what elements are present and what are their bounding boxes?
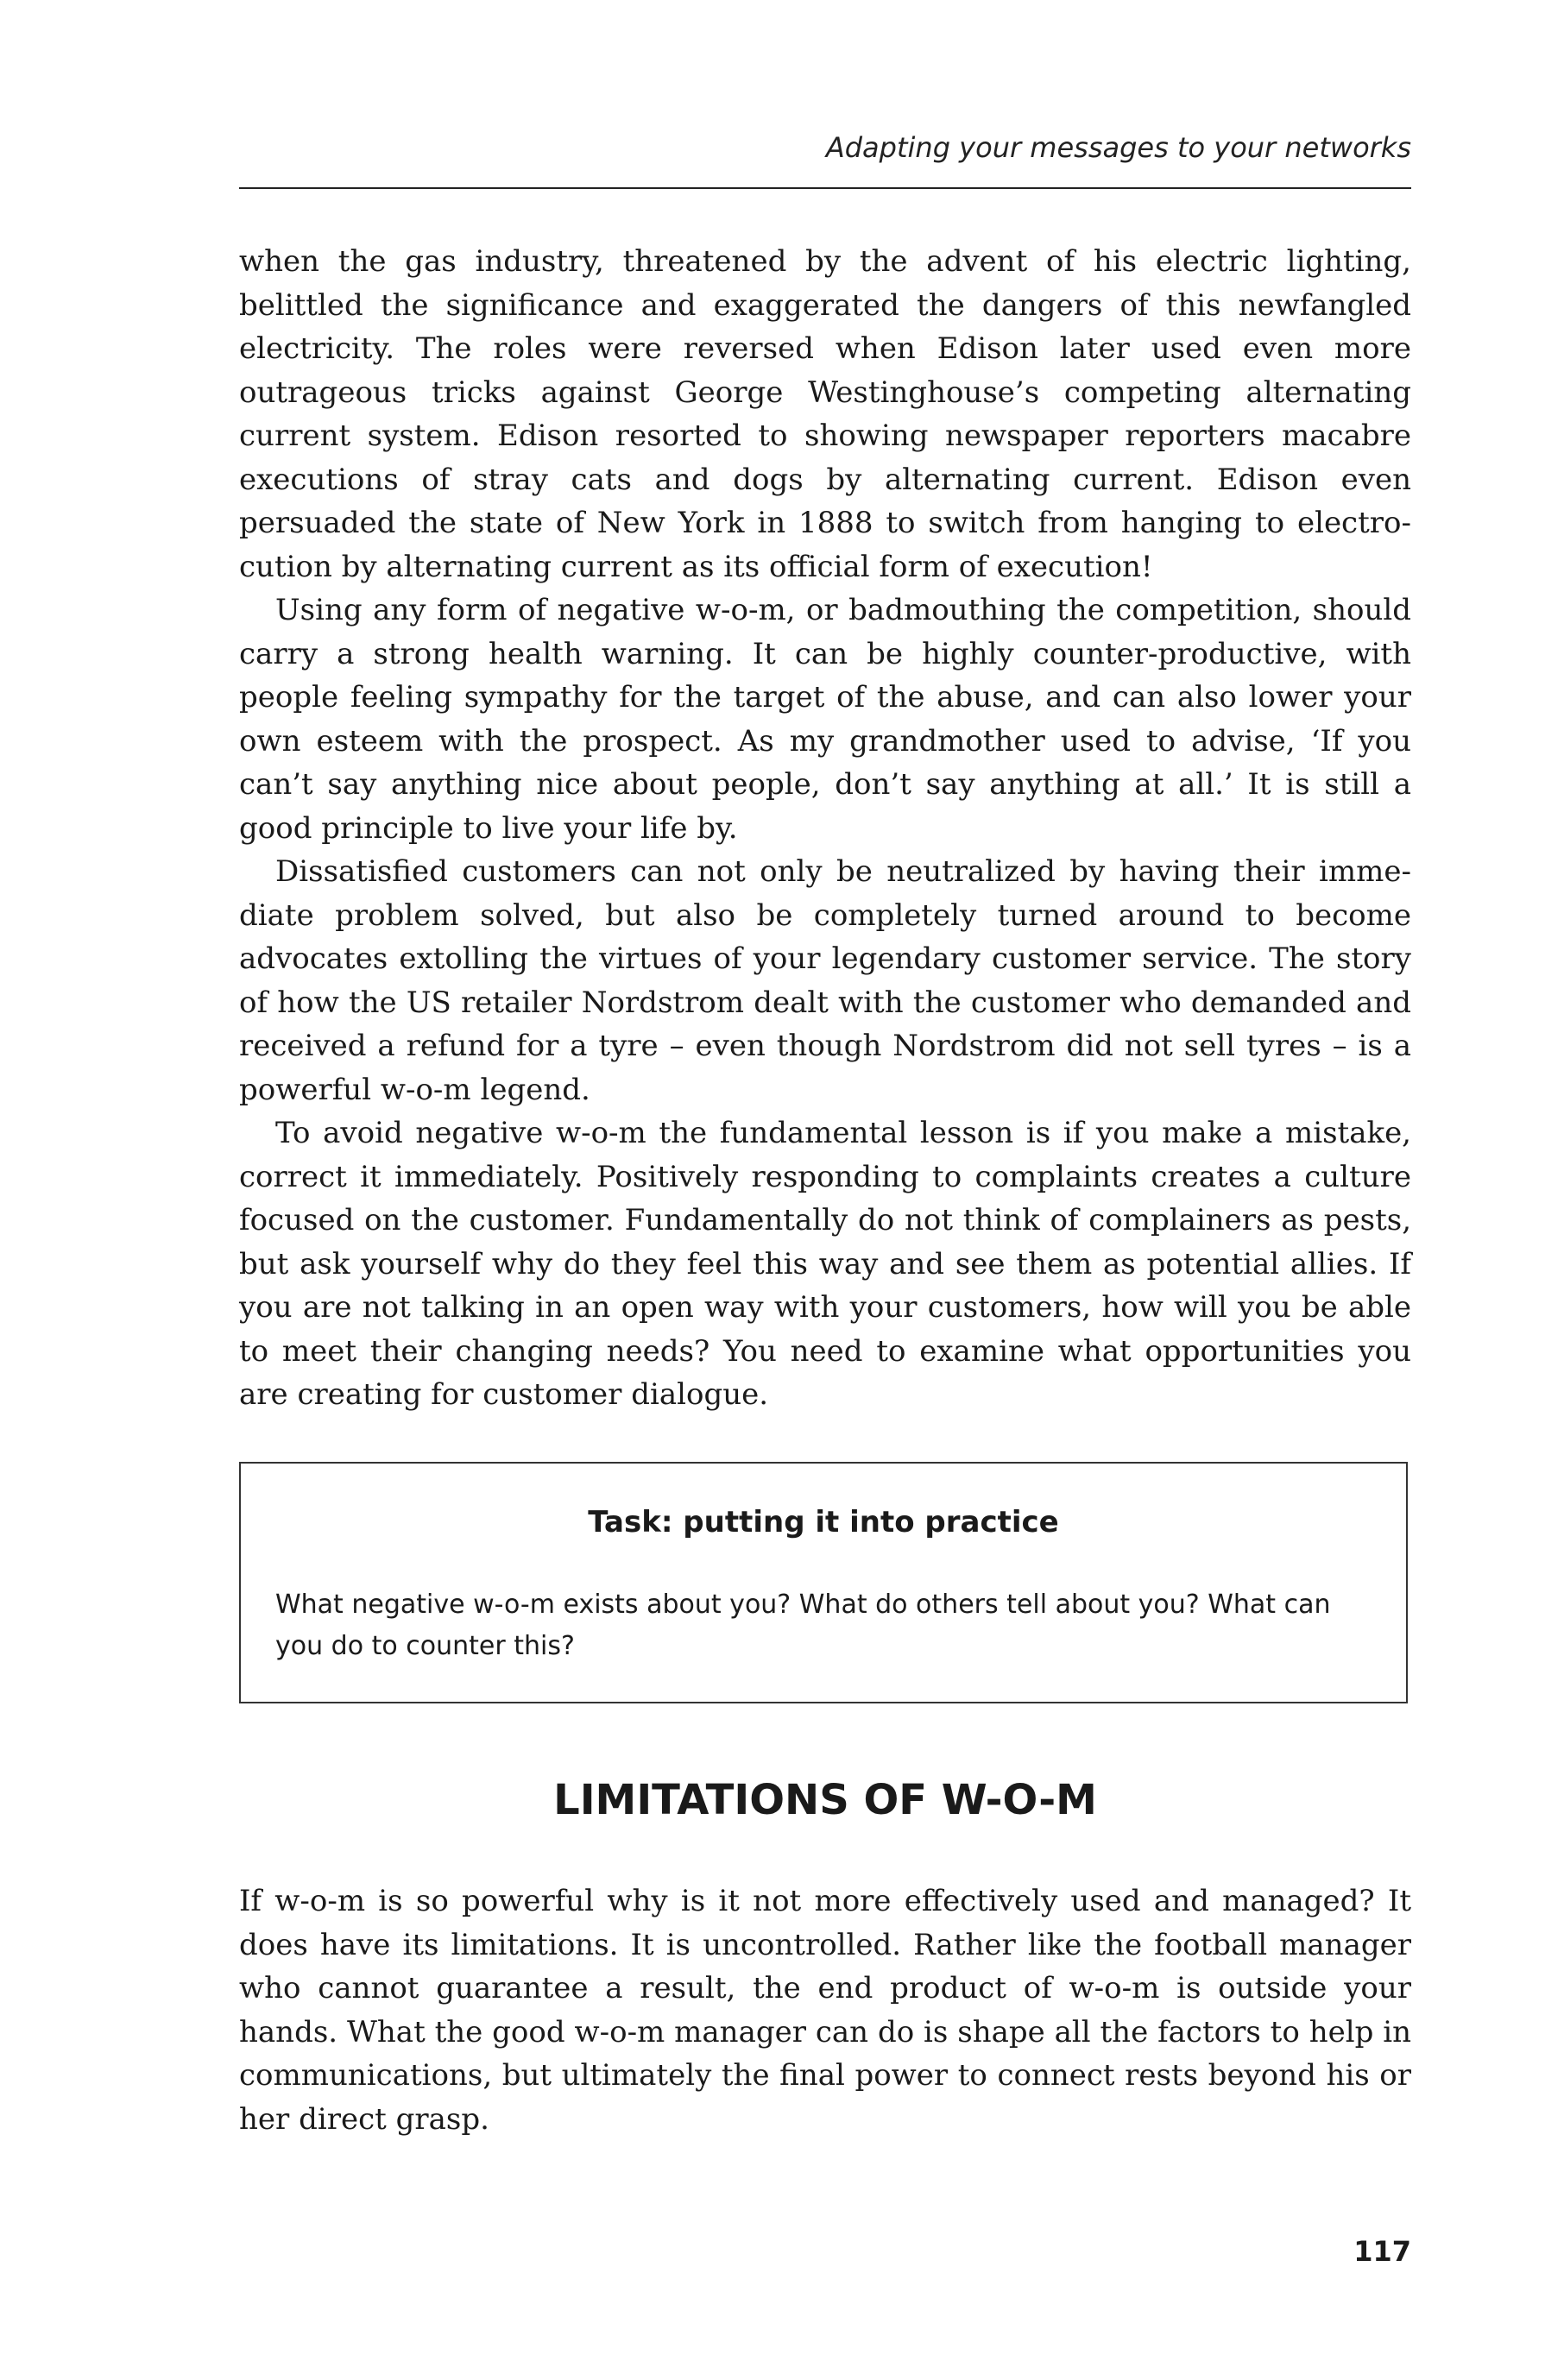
section-heading: LIMITATIONS OF W-O-M — [553, 1776, 1097, 1824]
paragraph: Dissatisfied customers can not only be neutralized by having their immediate problem solved, but also be completely turned around to become advocates extolling the virtues of your legendary customer service. The story of how the US retailer Nordstrom dealt with the customer who demanded and received a refund for a tyre – even though Nordstrom did not sell tyres – is a powerful w-o-m legend. — [239, 854, 1411, 1107]
task-box — [239, 1462, 1408, 1703]
task-box-text: What negative w-o-m exists about you? What do others tell about you? What can you do to counter this? — [275, 1590, 1331, 1661]
paragraph: To avoid negative w-o-m the fundamental lesson is if you make a mistake, correct it immediately. Positively responding to complaints creates a culture focused on the customer. Fundamentally do not think of complainers as pests, but ask yourself why do they feel this way and see them as potential allies. If you are not talking in an open way with your customers, how will you be able to meet their changing needs? You need to examine what opportunities you are creating for customer dialogue. — [239, 1116, 1411, 1412]
section-text — [239, 1879, 1411, 2141]
header-rule — [239, 187, 1411, 189]
body-text — [239, 240, 1411, 1417]
paragraph: when the gas industry, threatened by the advent of his electric lighting, belittled the significance and exaggerated the dangers of this newfangled electricity. The roles were reversed when Edison later used even more outrageous tricks against George Westinghouse’s competing alternating current system. Edison resorted to showing newspaper reporters macabre executions of stray cats and dogs by alternating current. Edison even persuaded the state of New York in 1888 to switch from hanging to electrocution by alternating current as its official form of execution! — [239, 244, 1411, 584]
paragraph: If w-o-m is so powerful why is it not more effectively used and managed? It does have its limitations. It is uncontrolled. Rather like the football manager who cannot guarantee a result, the end product of w-o-m is outside your hands. What the good w-o-m manager can do is shape all the factors to help in communications, but ultimately the final power to connect rests beyond his or her direct grasp. — [239, 1884, 1411, 2137]
book-page — [239, 0, 1411, 2380]
paragraph: Using any form of negative w-o-m, or badmouthing the competition, should carry a strong health warning. It can be highly counter-productive, with people feeling sympathy for the target of the abuse, and can also lower your own esteem with the prospect. As my grandmother used to advise, ‘If you can’t say anything nice about people, don’t say anything at all.’ It is still a good principle to live your life by. — [239, 593, 1411, 846]
page-number: 117 — [1353, 2235, 1411, 2268]
task-box-title: Task: putting it into practice — [588, 1505, 1059, 1539]
running-head: Adapting your messages to your networks — [825, 131, 1411, 164]
